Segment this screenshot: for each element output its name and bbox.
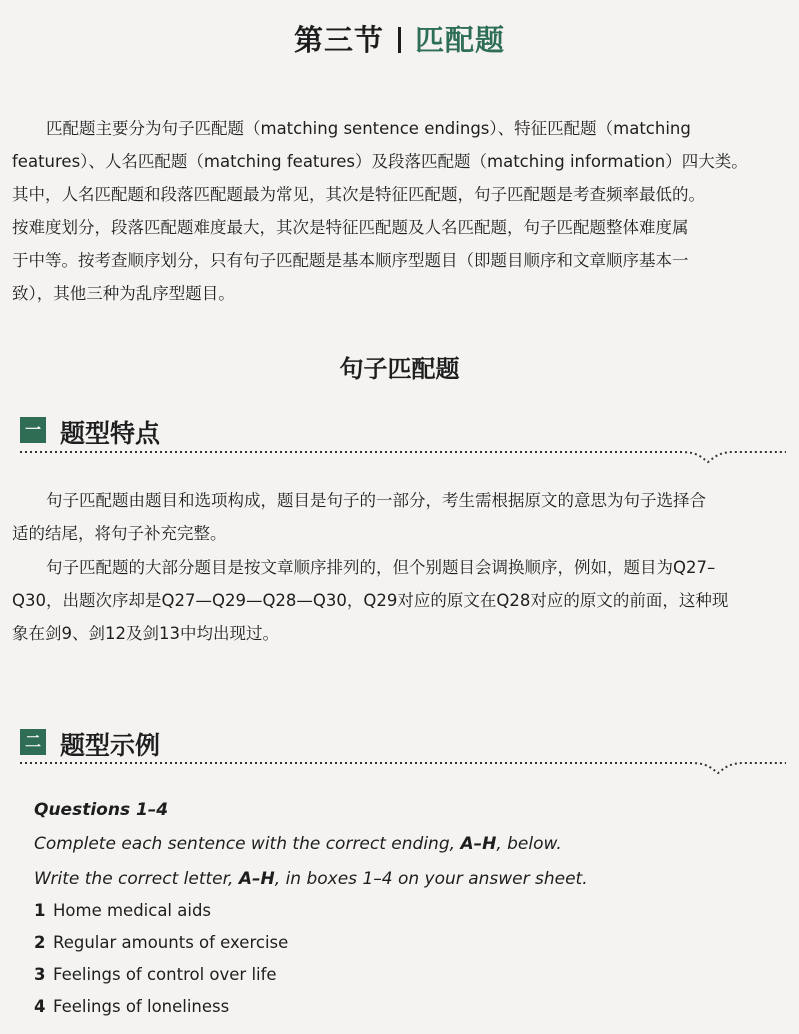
questions-instruction-2: Write the correct letter, A–H, in boxes 1–4 on your answer sheet. [34,869,588,889]
question-number: 1 [34,901,46,920]
questions-title: Questions 1–4 [34,800,169,820]
title-separator [398,27,401,53]
paragraph-line: 象在剑9、剑12及剑13中均出现过。 [12,624,279,643]
question-item [34,933,288,952]
question-text: Feelings of loneliness [53,997,230,1016]
question-item [34,965,277,984]
paragraph-line: 适的结尾，将句子补充完整。 [12,524,227,543]
question-number: 4 [34,997,46,1016]
features-paragraph-1 [12,484,772,550]
question-text: Feelings of control over life [53,965,277,984]
section-heading-label: 题型特点 [60,419,161,448]
features-paragraph-2 [12,551,772,650]
intro-paragraph [12,112,772,310]
paragraph-line: Q30，出题次序却是Q27—Q29—Q28—Q30，Q29对应的原文在Q28对应的原文的前面，这种现 [12,591,729,610]
section-badge: 一 [20,417,46,443]
question-number: 3 [34,965,46,984]
questions-instruction-1: Complete each sentence with the correct ending, A–H, below. [34,834,562,854]
section-heading-label: 题型示例 [60,731,161,760]
intro-line: 其中，人名匹配题和段落匹配题最为常见，其次是特征匹配题，句子匹配题是考查频率最低的。 [12,185,705,204]
dotted-divider [20,755,786,775]
question-item [34,997,229,1016]
section-number: 第三节 [293,23,384,57]
section-name: 匹配题 [415,23,506,57]
dotted-divider [20,444,786,464]
section-title [0,18,799,59]
intro-line: 匹配题主要分为句子匹配题（matching sentence endings）、特征匹配题（matching [46,119,691,138]
section-badge: 二 [20,729,46,755]
intro-line: 于中等。按考查顺序划分，只有句子匹配题是基本顺序型题目（即题目顺序和文章顺序基本一 [12,251,689,270]
paragraph-line: 句子匹配题由题目和选项构成，题目是句子的一部分，考生需根据原文的意思为句子选择合 [46,491,706,510]
intro-line: 按难度划分，段落匹配题难度最大，其次是特征匹配题及人名匹配题，句子匹配题整体难度属 [12,218,689,237]
question-text: Regular amounts of exercise [53,933,289,952]
question-text: Home medical aids [53,901,212,920]
question-item [34,901,211,920]
question-number: 2 [34,933,46,952]
subtitle: 句子匹配题 [339,355,460,383]
intro-line: features）、人名匹配题（matching features）及段落匹配题（matching information）四大类。 [12,152,748,171]
paragraph-line: 句子匹配题的大部分题目是按文章顺序排列的，但个别题目会调换顺序，例如，题目为Q27– [46,558,716,577]
intro-line: 致），其他三种为乱序型题目。 [12,284,235,303]
